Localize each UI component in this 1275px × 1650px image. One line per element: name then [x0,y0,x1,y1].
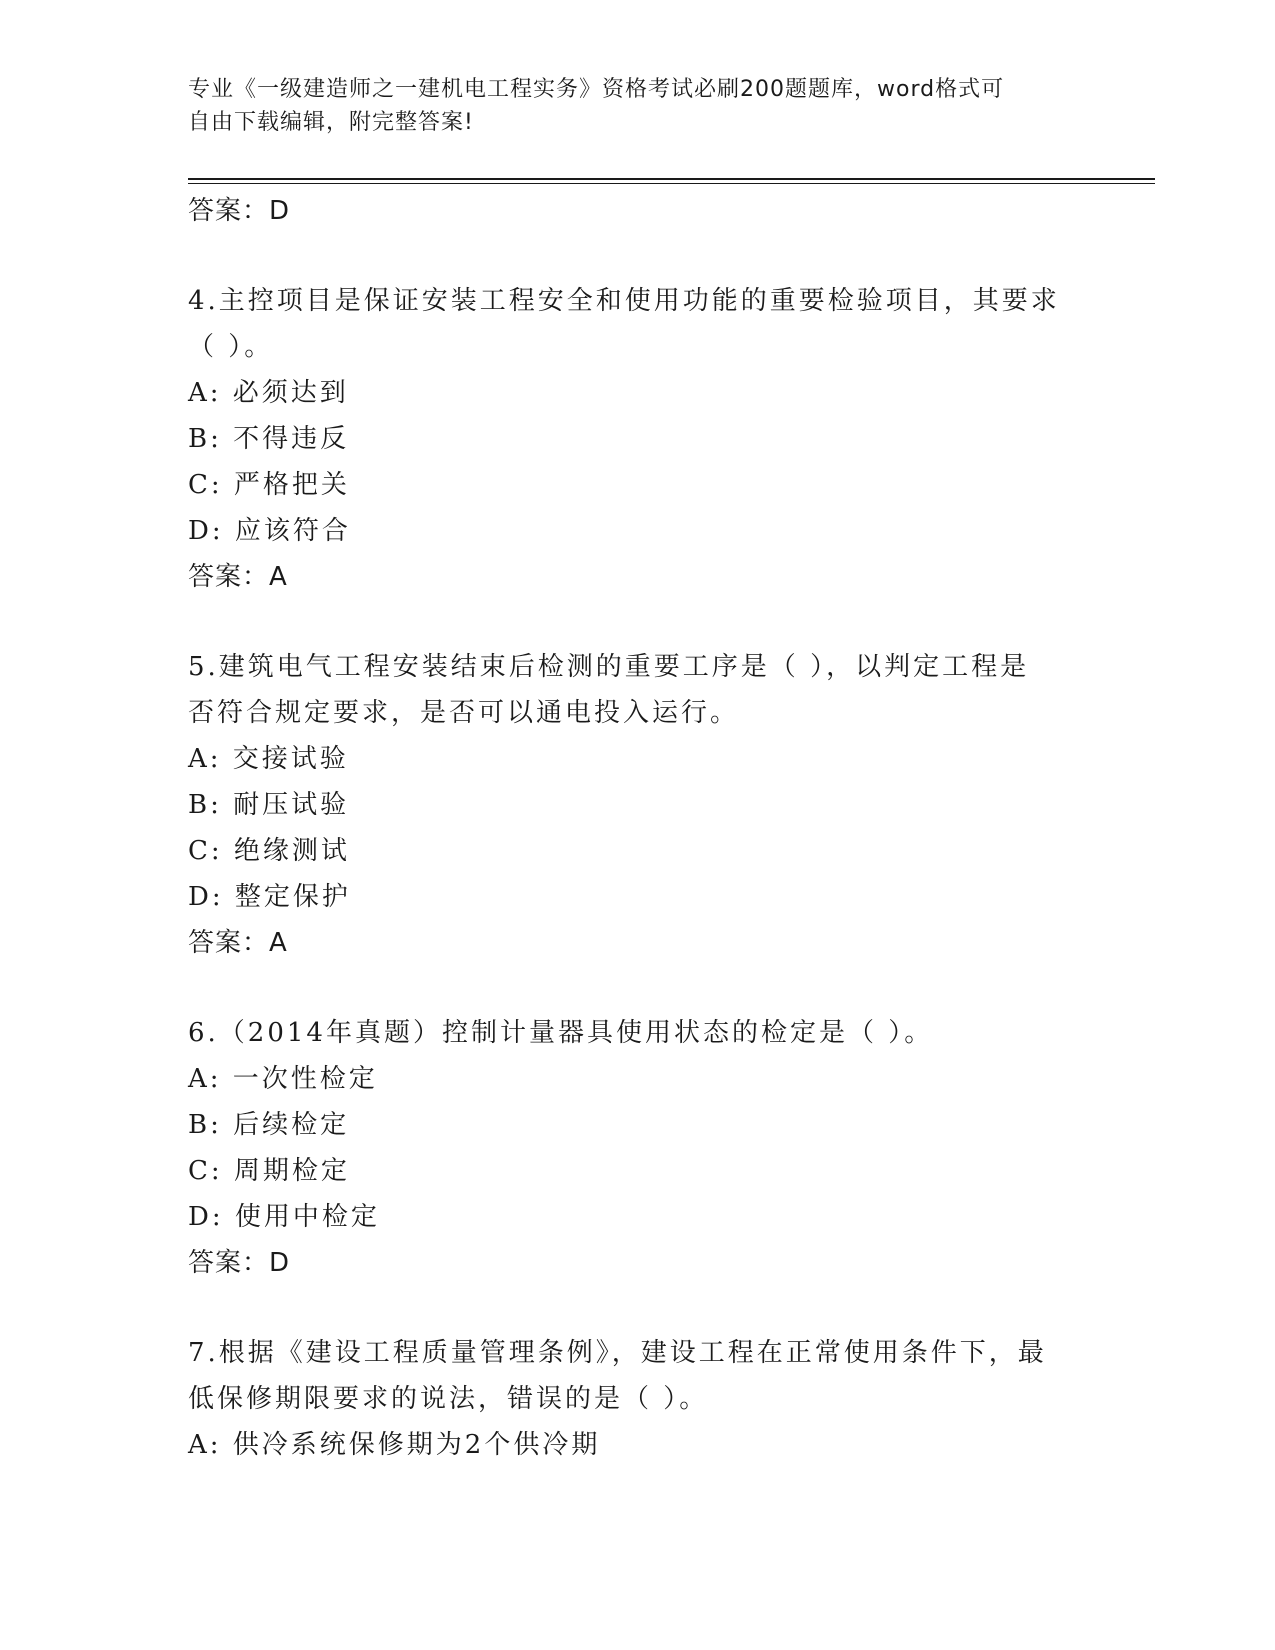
option-d: D: 整定保护 [188,882,351,912]
question-5 [188,644,1068,966]
answer-line: 答案：D [188,1248,291,1278]
option-c: C: 绝缘测试 [188,836,350,866]
option-a: A: 交接试验 [188,744,349,774]
option-b: B: 后续检定 [188,1110,350,1140]
question-stem-continuation: 否符合规定要求，是否可以通电投入运行。 [188,698,740,728]
header-line-2: 自由下载编辑，附完整答案! [188,110,474,135]
question-4 [188,278,1068,600]
question-stem: 6.（2014年真题）控制计量器具使用状态的检定是（ ）。 [188,1018,934,1048]
answer-line: 答案：A [188,562,288,592]
page-header [188,73,1068,139]
header-divider-thick [188,178,1155,180]
option-d: D: 使用中检定 [188,1202,380,1232]
answer-line: 答案：A [188,928,288,958]
question-stem: 7.根据《建设工程质量管理条例》，建设工程在正常使用条件下，最 [188,1338,1047,1368]
question-6 [188,1010,1068,1286]
option-b: B: 不得违反 [188,424,350,454]
option-c: C: 严格把关 [188,470,350,500]
question-7 [188,1330,1068,1468]
option-a: A: 必须达到 [188,378,349,408]
header-line-1: 专业《一级建造师之一建机电工程实务》资格考试必刷200题题库，word格式可 [188,77,1005,102]
header-divider-thin [188,183,1155,184]
question-stem-continuation: （ ）。 [188,332,274,362]
option-c: C: 周期检定 [188,1156,350,1186]
answer-line: 答案：D [188,196,291,226]
question-stem: 5.建筑电气工程安装结束后检测的重要工序是（ ），以判定工程是 [188,652,1030,682]
option-a: A: 一次性检定 [188,1064,378,1094]
option-b: B: 耐压试验 [188,790,350,820]
option-a: A: 供冷系统保修期为2个供冷期 [188,1430,601,1460]
question-stem: 4.主控项目是保证安装工程安全和使用功能的重要检验项目，其要求 [188,286,1060,316]
question-stem-continuation: 低保修期限要求的说法，错误的是（ ）。 [188,1384,709,1414]
document-body [188,188,1068,1468]
option-d: D: 应该符合 [188,516,351,546]
